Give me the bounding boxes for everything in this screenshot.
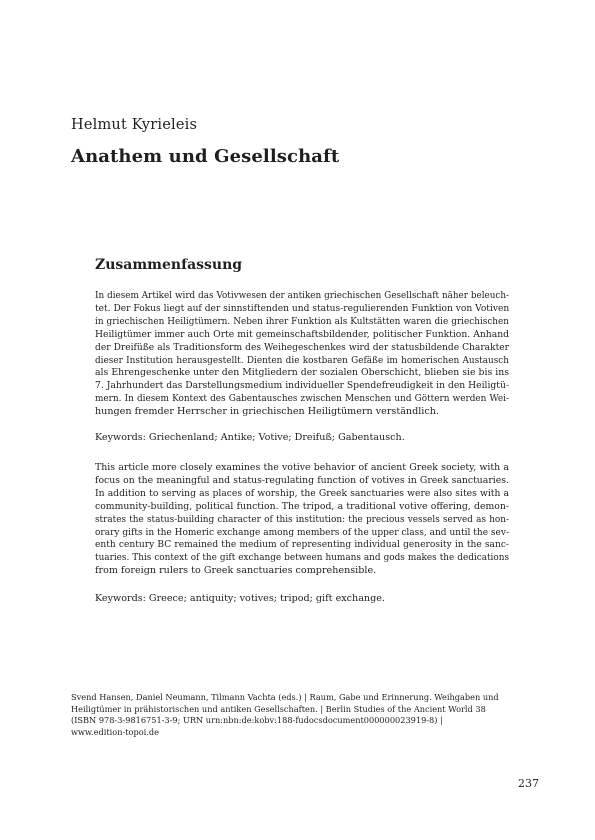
article-title: Anathem und Gesellschaft [71,146,340,167]
abstract-line: dieser Institution herausgestellt. Dienten die kostbaren Gefäße im homerischen Austausch [95,355,509,366]
abstract-line: community-building, political function. The tripod, a traditional votive offering, demon- [95,500,509,512]
abstract-line: hungen fremder Herrscher in griechischen Heiligtümern verständlich. [95,406,439,418]
abstract-line: Heiligtümer immer auch Orte mit gemeinschaftsbildender, politischer Funktion. Anhand [95,328,509,340]
abstract-line: strates the status-building character of this institution: the precious vessels served as hon- [95,514,509,525]
abstract-german [95,290,509,419]
citation-footer [71,692,499,738]
abstract-line: als Ehrengeschenke unter den Mitgliedern der sozialen Oberschicht, blieben sie bis ins [95,367,509,379]
abstract-line: from foreign rulers to Greek sanctuaries comprehensible. [95,565,377,577]
abstract-line: In addition to serving as places of worship, the Greek sanctuaries were also sites with a [95,487,509,499]
abstract-line: enth century BC remained the medium of representing individual generosity in the sanc- [95,540,509,551]
abstract-line: mern. In diesem Kontext des Gabentausches zwischen Menschen und Göttern werden Wei- [95,394,509,405]
abstract-line: 7. Jahrhundert das Darstellungsmedium individueller Spendefreudigkeit in den Heiligtü- [95,380,509,392]
abstract-english [95,462,509,578]
citation-line: (ISBN 978-3-9816751-3-9; URN urn:nbn:de:kobv:188-fudocsdocument000000023919-8) | [71,715,443,726]
abstract-line: focus on the meaningful and status-regulating function of votives in Greek sanctuaries. [95,474,509,486]
abstract-line: tuaries. This context of the gift exchange between humans and gods makes the dedications [95,553,509,564]
citation-line: Svend Hansen, Daniel Neumann, Tilmann Vachta (eds.) | Raum, Gabe und Erinnerung. Weihgaben und [71,692,499,702]
abstract-line: tet. Der Fokus liegt auf der sinnstiftenden und status-regulierenden Funktion von Votiven [95,303,510,314]
abstract-line: This article more closely examines the votive behavior of ancient Greek society, with a [95,462,509,473]
citation-link[interactable]: www.edition-topoi.de [71,726,159,737]
abstract-line: In diesem Artikel wird das Votivwesen der antiken griechischen Gesellschaft näher beleuch- [95,291,509,301]
citation-line: Heiligtümer in prähistorischen und antiken Gesellschaften. | Berlin Studies of the Ancient World 38 [71,703,486,714]
abstract-line: orary gifts in the Homeric exchange among members of the upper class, and until the sev- [95,527,509,538]
keywords-german: Keywords: Griechenland; Antike; Votive; Dreifuß; Gabentausch. [95,432,405,443]
section-heading: Zusammenfassung [95,257,243,273]
abstract-line: der Dreifüße als Traditionsform des Weihegeschenkes wird der statusbildende Charakter [95,342,509,353]
keywords-english: Keywords: Greece; antiquity; votives; tripod; gift exchange. [95,593,385,604]
author-name: Helmut Kyrieleis [71,117,198,133]
abstract-line: in griechischen Heiligtümern. Neben ihrer Funktion als Kultstätten waren die griechischen [95,316,509,327]
page-number: 237 [518,777,539,790]
